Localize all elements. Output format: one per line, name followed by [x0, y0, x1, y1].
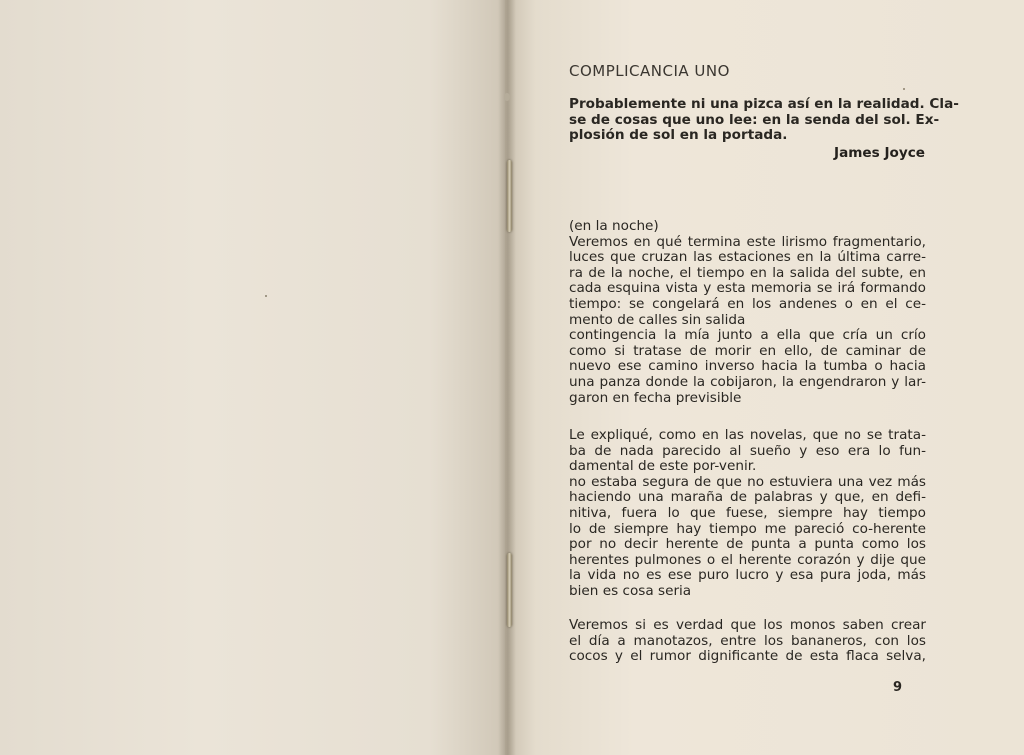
epigraph-line: plosión de sol en la portada. [569, 127, 788, 144]
text-line: Veremos en qué termina este lirismo fragmentario, [569, 233, 926, 250]
epigraph [569, 96, 959, 144]
text-line: una panza donde la cobijaron, la engendraron y lar- [569, 373, 926, 390]
text-line: ra de la noche, el tiempo en la salida del subte, en [569, 264, 926, 281]
paragraph-2 [569, 428, 926, 600]
page-number: 9 [893, 680, 903, 695]
text-line: nuevo ese camino inverso hacia la tumba o hacia [569, 358, 926, 375]
paper-speck [265, 295, 267, 297]
text-line: nitiva, fuera lo que fuese, siempre hay tiempo [569, 504, 926, 521]
text-line: la vida no es ese puro lucro y esa pura joda, más [569, 567, 926, 584]
text-line: lo de siempre hay tiempo me pareció co-herente [569, 520, 926, 537]
text-line: por no decir herente de punta a punta como los [569, 536, 926, 553]
text-line: bien es cosa seria [569, 582, 692, 599]
text-line: no estaba segura de que no estuviera una vez más [569, 473, 926, 490]
page-title: COMPLICANCIA UNO [569, 62, 730, 80]
text-line: mento de calles sin salida [569, 311, 746, 328]
text-line: damental de este por-venir. [569, 458, 757, 475]
staple-top [507, 160, 512, 232]
book-gutter [498, 0, 516, 755]
text-line: el día a manotazos, entre los bananeros, con los [569, 632, 926, 649]
text-line: contingencia la mía junto a ella que cría un crío [569, 327, 926, 344]
text-line: haciendo una maraña de palabras y que, en defi- [569, 489, 926, 506]
binding-hole [504, 93, 510, 101]
epigraph-line: Probablemente ni una pizca así en la realidad. Cla- [569, 96, 959, 112]
text-line: como si tratase de morir en ello, de caminar de [569, 342, 926, 359]
left-page-blank [0, 0, 505, 755]
epigraph-author: James Joyce [834, 145, 925, 161]
text-line: luces que cruzan las estaciones en la última carre- [569, 249, 926, 266]
text-line: Le expliqué, como en las novelas, que no se trata- [569, 427, 926, 443]
text-line: garon en fecha previsible [569, 389, 742, 406]
text-line: ba de nada parecido al sueño y eso era lo fun- [569, 442, 926, 459]
paragraph-3 [569, 618, 926, 665]
text-line: tiempo: se congelará en los andenes o en el ce- [569, 295, 926, 312]
text-line: (en la noche) [569, 218, 659, 234]
paragraph-1 [569, 219, 926, 406]
staple-bottom [507, 553, 512, 627]
paper-speck [903, 88, 905, 90]
text-line: Veremos si es verdad que los monos saben crear [569, 617, 926, 633]
text-line: cada esquina vista y esta memoria se irá formando [569, 280, 926, 297]
text-line: herentes pulmones o el herente corazón y dije que [569, 551, 926, 568]
epigraph-line: se de cosas que uno lee: en la senda del sol. Ex- [569, 111, 940, 128]
text-line: cocos y el rumor dignificante de esta flaca selva, [569, 648, 926, 665]
